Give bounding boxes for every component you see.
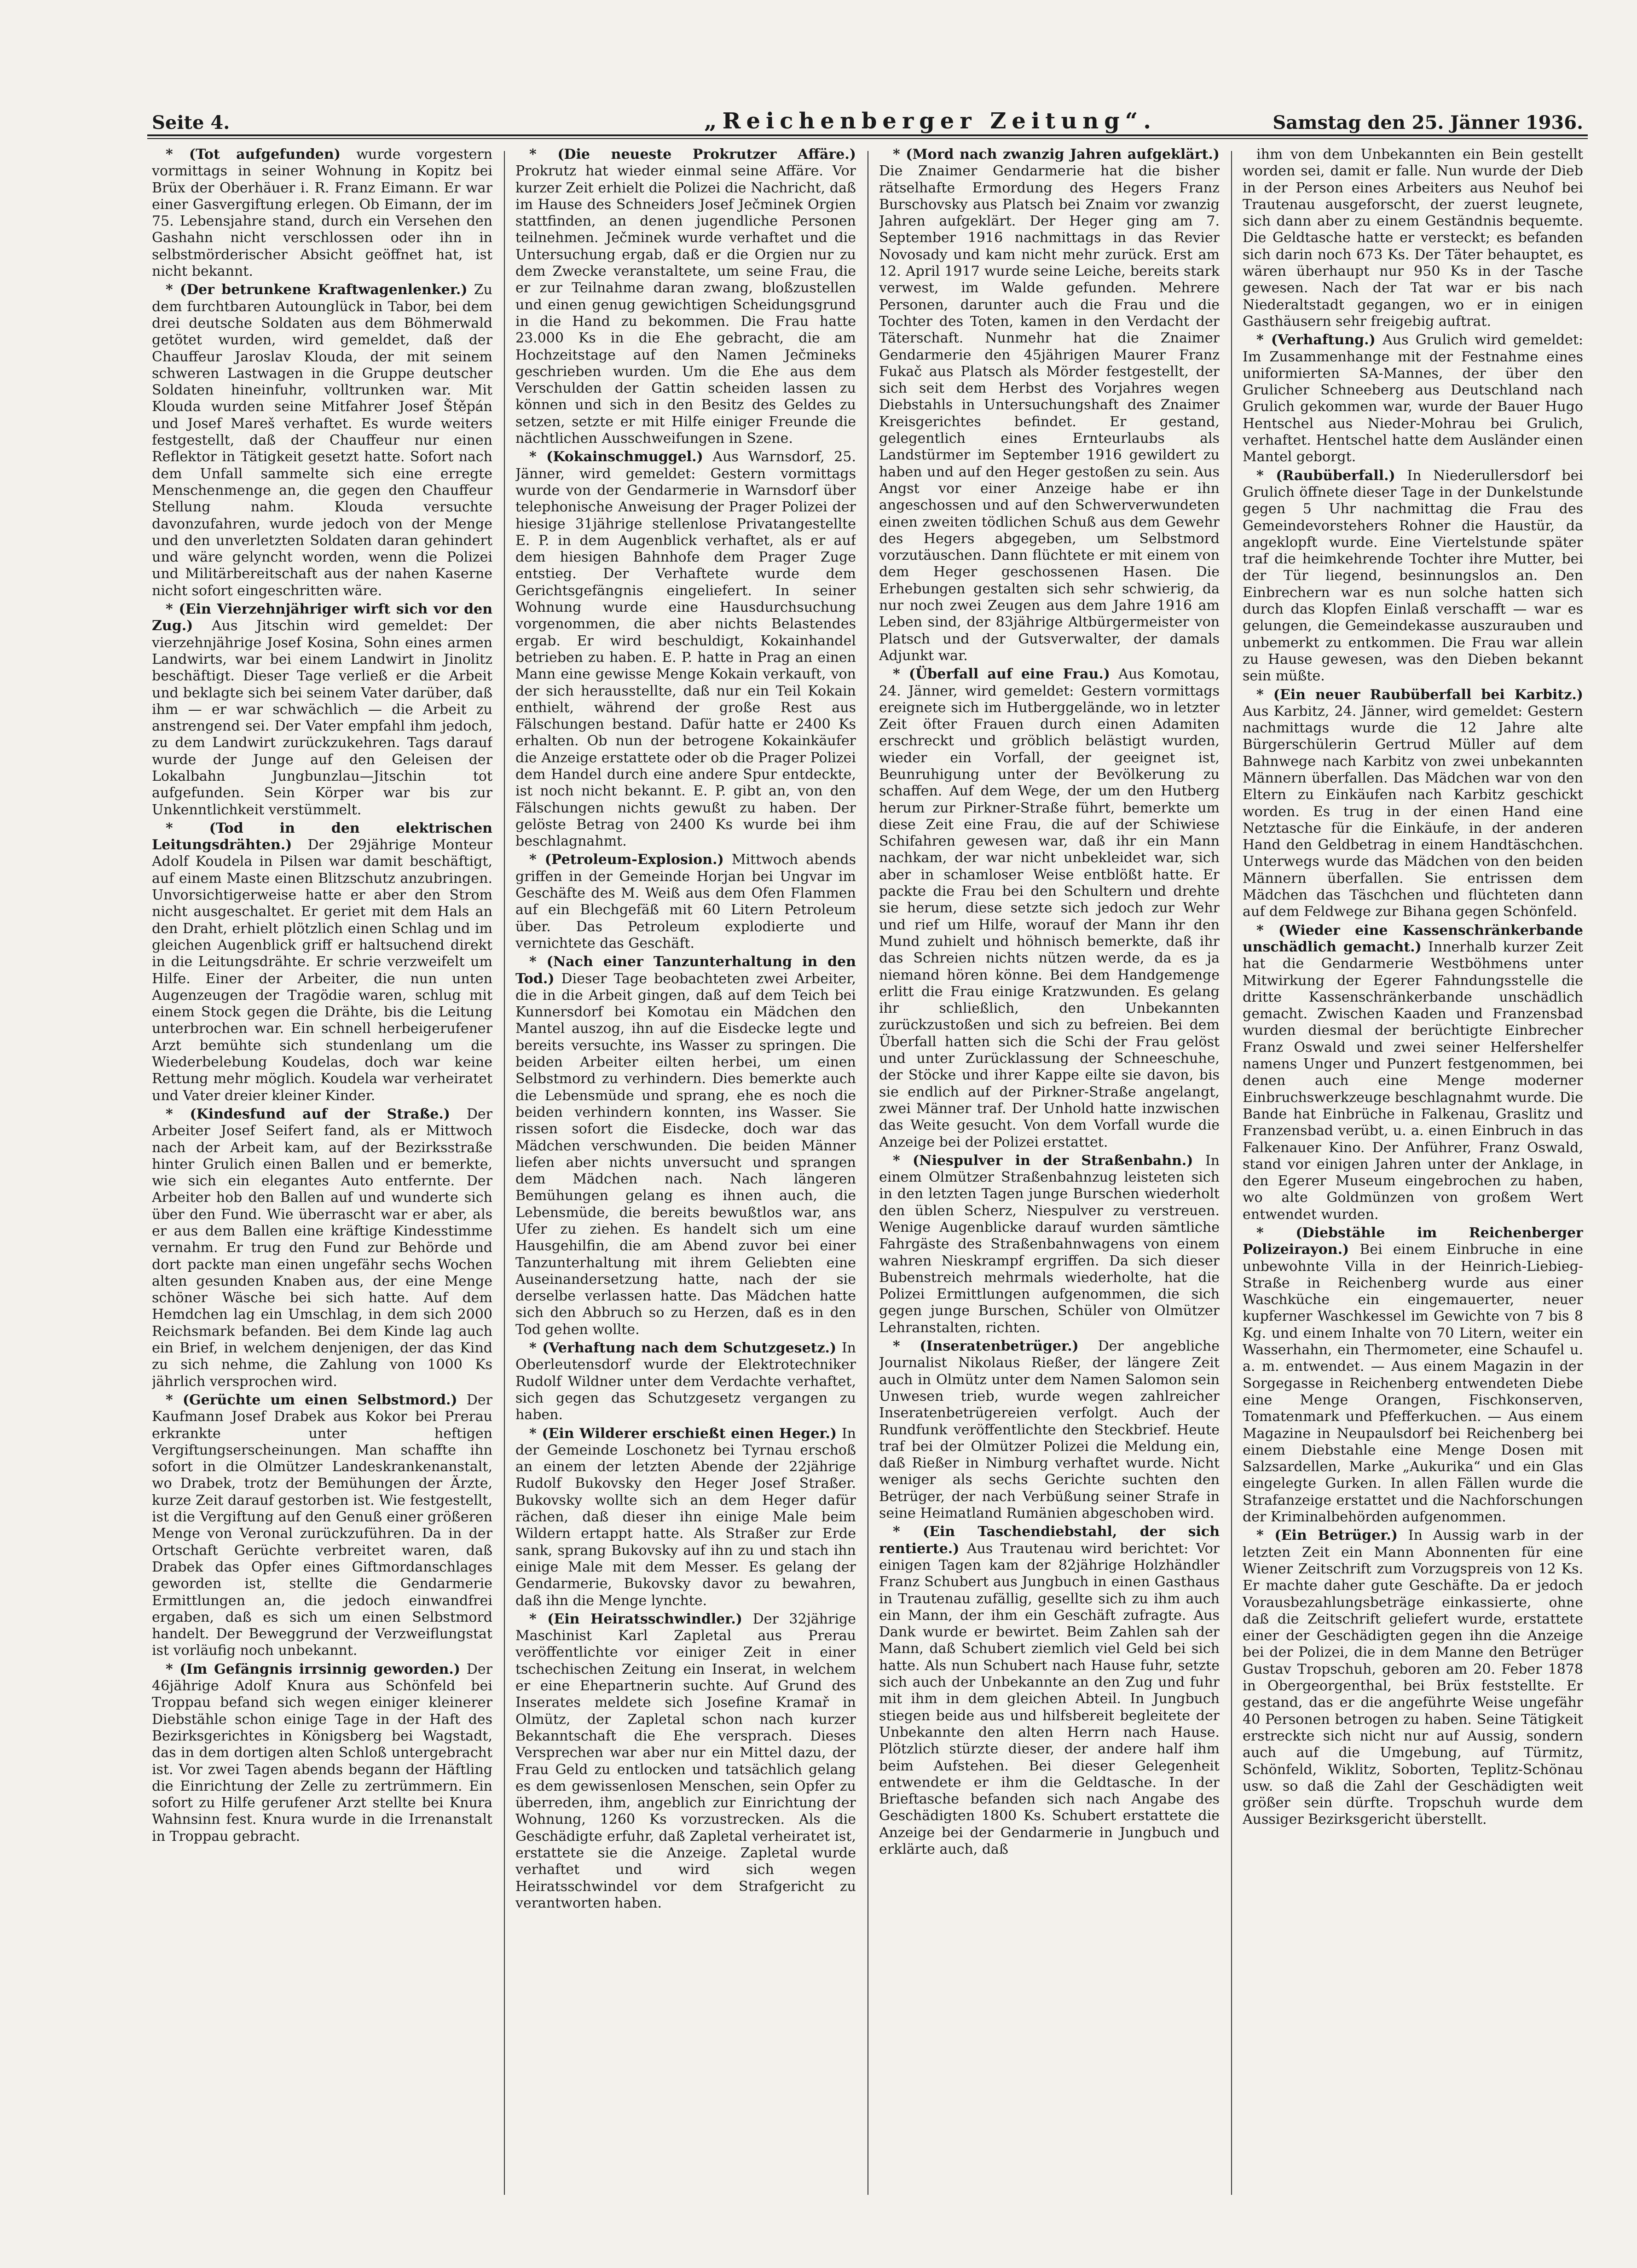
article-headline: * (Mord nach zwanzig Jahren aufgeklärt.) [893,146,1220,162]
header-rule [147,134,1588,136]
news-article [515,954,856,1338]
news-article [515,449,856,850]
article-headline: * (Ein Heiratsschwindler.) [529,1611,742,1627]
article-body: Der 29jährige Monteur Adolf Koudela in Pilsen war damit beschäftigt, auf einem Maste einen Blitzschutz anzubringen. Unvorsichtigerweise hatte er aber den Strom nicht ausgeschaltet. Er geriet mit dem Hals an den Draht, erhielt plötzlich einen Schlag und im gleichen Augenblick griff er haltsuchend direkt in die Leitungsdrähte. Er schrie verzweifelt um Hilfe. Einer der Arbeiter, die nun unten Augenzeugen der Tragödie waren, schlug mit einem Stock gegen die Drähte, bis die Leitung unterbrochen war. Ein schnell herbeigerufener Arzt bemühte sich stundenlang um die Wiederbelebung Koudelas, doch war keine Rettung mehr möglich. Koudela war verheiratet und Vater dreier kleiner Kinder. [152,837,492,1104]
article-body: In der Gemeinde Loschonetz bei Tyrnau erschoß an einem der letzten Abende der 22jährige Rudolf Bukovsky den Heger Josef Straßer. Bukovsky wollte sich an dem Heger dafür rächen, daß dieser ihn einige Male beim Wildern ertappt hatte. Als Straßer zur Erde sank, sprang Bukovsky auf ihn zu und stach ihn einige Male mit dem Messer. Es gelang der Gendarmerie, Bukovsky davor zu bewahren, daß ihn die Menge lynchte. [515,1425,856,1609]
article-body: Mittwoch abends griffen in der Gemeinde Horjan bei Ungvar im Geschäfte des M. Weiß aus dem Ofen Flammen auf ein Blechgefäß mit 60 Litern Petroleum über. Das Petroleum explodierte und vernichtete das Geschäft. [515,852,856,951]
news-article [1243,468,1583,685]
article-headline: * (Inseratenbetrüger.) [893,1338,1079,1355]
issue-date: Samstag den 25. Jänner 1936. [1273,112,1583,133]
article-body: Die Znaimer Gendarmerie hat die bisher rätselhafte Ermordung des Hegers Franz Burschovsky aus Platsch bei Znaim vor zwanzig Jahren aufgeklärt. Der Heger ging am 7. September 1916 nachmittags in das Revier Novosady und kam nicht mehr zurück. Erst am 12. April 1917 wurde seine Leiche, bereits stark verwest, im Walde gefunden. Mehrere Personen, darunter auch die Frau und die Tochter des Toten, kamen in den Verdacht der Täterschaft. Nunmehr hat die Znaimer Gendarmerie den 45jährigen Maurer Franz Fukač aus Platsch als Mörder festgestellt, der sich seit dem Herbst des Vorjahres wegen Diebstahls in Untersuchungshaft des Znaimer Kreisgerichtes befindet. Er gestand, gelegentlich eines Ernteurlaubs als Landstürmer im September 1916 gewildert zu haben und auf den Heger gestoßen zu sein. Aus Angst vor einer Anzeige habe er ihn angeschossen und auf den Schwerverwundeten einen zweiten tödlichen Schuß aus dem Gewehr des Hegers abgegeben, um Selbstmord vorzutäuschen. Dann flüchtete er mit einem von dem Heger geschossenen Hasen. Die Erhebungen gestalten sich sehr schwierig, da nur noch zwei Zeugen aus dem Jahre 1916 am Leben sind, der 83jährige Altbürgermeister von Platsch und der Gutsverwalter, der damals Adjunkt war. [879,163,1220,664]
news-article [515,146,856,447]
news-article [515,1426,856,1609]
article-headline: * (Kindesfund auf der Straße.) [166,1106,450,1122]
article-body: Aus Grulich wird gemeldet: Im Zusammenhange mit der Festnahme eines uniformierten SA-Mannes, der über den Grulicher Schneeberg aus Deutschland nach Grulich gekommen war, wurde der Bauer Hugo Hentschel aus Nieder-Mohrau bei Grulich, verhaftet. Hentschel hatte dem Ausländer einen Mantel geborgt. [1243,332,1583,465]
article-body: Aus Karbitz, 24. Jänner, wird gemeldet: Gestern nachmittags wurde die 12 Jahre alte Bürgerschülerin Gertrud Müller auf dem Bahnwege nach Karbitz von zwei unbekannten Männern überfallen. Das Mädchen war von den Eltern zu Einkäufen nach Karbitz geschickt worden. Es trug in der einen Hand eine Netztasche für die Einkäufe, in der anderen Hand den Geldbetrag in einem Handtäschchen. Unterwegs wurde das Mädchen von den beiden Männern überfallen. Sie entrissen dem Mädchen das Täschchen und flüchteten dann auf dem Feldwege zur Bihana gegen Schönfeld. [1243,703,1583,920]
article-body: Der angebliche Journalist Nikolaus Rießer, der längere Zeit auch in Olmütz unter dem Namen Salomon sein Unwesen trieb, wurde wegen zahlreicher Inseratenbetrügereien verfolgt. Auch der Rundfunk veröffentlichte den Steckbrief. Heute traf bei der Olmützer Polizei die Meldung ein, daß Rießer in Nimburg verhaftet wurde. Nicht weniger als sechs Gerichte suchten den Betrüger, der nach Verbüßung seiner Strafe in seine Heimatland Rumänien abgeschoben wird. [879,1338,1220,1522]
article-body: Der Arbeiter Josef Seifert fand, als er Mittwoch nach der Arbeit kam, auf der Bezirksstraße hinter Grulich einen Ballen und er bemerkte, wie sich ein elegantes Auto entfernte. Der Arbeiter hob den Ballen auf und wunderte sich über den Fund. Wie überrascht war er aber, als er aus dem Ballen eine kräftige Kindesstimme vernahm. Er trug den Fund zur Behörde und dort packte man einen ungefähr sechs Wochen alten gesunden Knaben aus, der eine Menge schöner Wäsche bei sich hatte. Auf dem Hemdchen lag ein Umschlag, in dem sich 2000 Reichsmark befanden. Bei dem Kinde lag auch ein Brief, in welchem denjenigen, der das Kind zu sich nehme, die Zahlung von 1000 Ks jährlich versprochen wird. [152,1106,492,1390]
article-body: Der Kaufmann Josef Drabek aus Kokor bei Prerau erkrankte unter heftigen Vergiftungserscheinungen. Man schaffte ihn sofort in die Olmützer Landeskrankenanstalt, wo Drabek, trotz der Bemühungen der Ärzte, kurze Zeit darauf gestorben ist. Wie festgestellt, ist die Vergiftung auf den Genuß einer größeren Menge von Veronal zurückzuführen. Da in der Ortschaft Gerüchte verbreitet waren, daß Drabek das Opfer eines Giftmordanschlages geworden ist, stellte die Gendarmerie Ermittlungen an, die jedoch einwandfrei ergaben, daß es sich um einen Selbstmord handelt. Der Beweggrund der Verzweiflungstat ist vorläufig noch unbekannt. [152,1392,492,1659]
article-body: Bei einem Einbruche in eine unbewohnte Villa in der Heinrich-Liebieg-Straße in Reichenberg wurde aus einer Waschküche ein eingemauerter, neuer kupferner Waschkessel im Gewichte von 7 bis 8 Kg. und einem Inhalte von 70 Litern, weiter ein Wasserhahn, ein Thermometer, eine Schaufel u. a. m. entwendet. — Aus einem Magazin in der Sorgegasse in Reichenberg entwendeten Diebe eine Menge Orangen, Fischkonserven, Tomatenmark und Pfefferkuchen. — Aus einem Magazine in Neupaulsdorf bei Reichenberg bei einem Diebstahle eine Menge Dosen mit Salzsardellen, Marke „Aukurika“ und ein Glas eingelegte Gurken. In allen Fällen wurde die Strafanzeige erstattet und die Nachforschungen der Kriminalbehörden aufgenommen. [1243,1241,1583,1526]
article-headline: * (Im Gefängnis irrsinnig geworden.) [166,1661,461,1677]
article-body: In einem Olmützer Straßenbahnzug leisteten sich in den letzten Tagen junge Burschen wiederholt den üblen Scherz, Niespulver zu verstreuen. Wenige Augenblicke darauf wurden sämtliche Fahrgäste des Straßenbahnwagens von einem wahren Nieskrampf ergriffen. Da sich dieser Bubenstreich mehrmals wiederholte, hat die Polizei Ermittlungen aufgenommen, die sich gegen junge Burschen, Schüler von Olmützer Lehranstalten, richten. [879,1152,1220,1336]
article-headline: * (Die neueste Prokrutzer Affäre.) [529,146,856,162]
article-headline: * (Tod in den elektrischen Leitungsdrähten.) [152,820,492,853]
news-article [1243,1225,1583,1526]
article-headline: * (Ein Taschendiebstahl, der sich rentierte.) [879,1524,1220,1557]
article-headline: * (Der betrunkene Kraftwagenlenker.) [166,282,468,298]
column-1 [152,146,492,2199]
news-article [879,1338,1220,1522]
article-headline: * (Petroleum-Explosion.) [529,852,724,868]
article-body: Aus Jitschin wird gemeldet: Der vierzehnjährige Josef Kosina, Sohn eines armen Landwirts, war bei einem Landwirt in Jinolitz beschäftigt. Dieser Tage verließ er die Arbeit und beklagte sich bei seinem Vater darüber, daß ihm — er war schwächlich — die Arbeit zu anstrengend sei. Der Vater empfahl ihm jedoch, zu dem Landwirt zurückzukehren. Tags darauf wurde der Junge auf den Geleisen der Lokalbahn Jungbunzlau—Jitschin tot aufgefunden. Sein Körper war bis zur Unkenntlichkeit verstümmelt. [152,618,492,818]
article-headline: * (Wieder eine Kassenschränkerbande unschädlich gemacht.) [1243,922,1583,955]
article-headline: * (Ein neuer Raubüberfall bei Karbitz.) [1256,686,1583,703]
article-headline: * (Verhaftung.) [1256,332,1376,348]
article-body: Aus Warnsdorf, 25. Jänner, wird gemeldet: Gestern vormittags wurde von der Gendarmerie in Warnsdorf über telephonische Anweisung der Prager Polizei der hiesige 31jährige stellenlose Privatangestellte E. P. in dem Augenblick verhaftet, als er auf dem hiesigen Bahnhofe dem Prager Zuge entstieg. Der Verhaftete wurde dem Gerichtsgefängnis eingeliefert. In seiner Wohnung wurde eine Hausdurchsuchung vorgenommen, die aber nichts Belastendes ergab. Er wird beschuldigt, Kokainhandel betrieben zu haben. E. P. hatte in Prag an einen Mann eine gewisse Menge Kokain verkauft, von der sich herausstellte, daß nur ein Teil Kokain enthielt, während der große Rest aus Fälschungen bestand. Dafür hatte er 2400 Ks erhalten. Ob nun der betrogene Kokainkäufer die Anzeige erstattete oder ob die Prager Polizei dem Handel durch eine andere Spur entdeckte, ist noch nicht bekannt. E. P. gibt an, von den Fälschungen nichts gewußt zu haben. Der gelöste Betrag von 2400 Ks wurde bei ihm beschlagnahmt. [515,449,856,850]
article-headline: * (Verhaftung nach dem Schutzgesetz.) [529,1340,837,1357]
news-article [152,601,492,818]
news-article [152,1392,492,1659]
article-columns [152,146,1588,2199]
column-4 [1243,146,1583,2199]
article-body: Der 32jährige Maschinist Karl Zapletal aus Prerau veröffentlichte vor einiger Zeit in einer tschechischen Zeitung ein Inserat, in welchem er eine Ehepartnerin suchte. Auf Grund des Inserates meldete sich Josefine Kramař in Olmütz, der Zapletal schon nach kurzer Bekanntschaft die Ehe versprach. Dieses Versprechen war aber nur ein Mittel dazu, der Frau Geld zu entlocken und tatsächlich gelang es dem gewissenlosen Menschen, sein Opfer zu überreden, ihm, angeblich zur Einrichtung der Wohnung, 1260 Ks vorzustrecken. Als die Geschädigte erfuhr, daß Zapletal verheiratet ist, erstattete sie die Anzeige. Zapletal wurde verhaftet und wird sich wegen Heiratsschwindel vor dem Strafgericht zu verantworten haben. [515,1611,856,1911]
header-rule-thin [147,138,1588,139]
article-body: Dieser Tage beobachteten zwei Arbeiter, die in die Arbeit gingen, daß auf dem Teich bei Kunnersdorf bei Komotau ein Mädchen den Mantel auszog, ihn auf die Eisdecke legte und bereits versuchte, ins Wasser zu springen. Die beiden Arbeiter eilten herbei, um einen Selbstmord zu verhindern. Dies bemerkte auch die Lebensmüde und sprang, ehe es noch die beiden verhindern konnten, ins Wasser. Sie rissen sofort die Eisdecke, doch war das Mädchen verschwunden. Die beiden Männer liefen aber nichts unversucht und sprangen dem Mädchen nach. Nach längeren Bemühungen gelang es ihnen auch, die Lebensmüde, die bereits bewußtlos war, ans Ufer zu ziehen. Es handelt sich um eine Hausgehilfin, die am Abend zuvor bei einer Tanzunterhaltung mit ihrem Geliebten eine Auseinandersetzung hatte, nach der sie derselbe verlassen hatte. Das Mädchen hatte sich den Abbruch so zu Herzen, daß es in den Tod gehen wollte. [515,970,856,1338]
article-body: ihm von dem Unbekannten ein Bein gestellt worden sei, damit er falle. Nun wurde der Dieb in der Person eines Arbeiters aus Neuhof bei Trautenau ausgeforscht, der zuerst leugnete, sich dann aber zu einem Geständnis bequemte. Die Geldtasche hatte er versteckt; es befanden sich darin noch 673 Ks. Der Täter behauptet, es wären überhaupt nur 950 Ks in der Tasche gewesen. Nach der Tat war er bis nach Niederaltstadt gegangen, wo er in einigen Gasthäusern sehr freigebig auftrat. [1243,146,1583,330]
news-article [152,1106,492,1390]
news-article [1243,922,1583,1223]
news-article [1243,687,1583,921]
article-headline: * (Ein Wilderer erschießt einen Heger.) [529,1425,837,1442]
column-3 [879,146,1220,2199]
article-headline: * (Tot aufgefunden) [166,146,341,162]
page-number: Seite 4. [152,112,230,133]
news-article [152,282,492,599]
article-headline: * (Ein Betrüger.) [1256,1527,1398,1544]
news-article [1243,332,1583,465]
article-body: Innerhalb kurzer Zeit hat die Gendarmerie Westböhmens unter Mitwirkung der Egerer Fahndungsstelle die dritte Kassenschränkerbande unschädlich gemacht. Zwischen Kaaden und Franzensbad wurden diesmal der berüchtigte Einbrecher Franz Oswald und zwei seiner Helfershelfer namens Unger und Punzert festgenommen, bei denen auch eine Menge moderner Einbruchswerkzeuge beschlagnahmt wurde. Die Bande hat Einbrüche in Falkenau, Graslitz und Franzensbad verübt, u. a. einen Einbruch in das Falkenauer Kino. Der Anführer, Franz Oswald, stand vor einigen Jahren unter der Anklage, in den Egerer Museum eingebrochen zu haben, wo alte Goldmünzen von großem Wert entwendet wurden. [1243,939,1583,1223]
news-article [879,1524,1220,1858]
news-article [152,146,492,280]
article-headline: * (Gerüchte um einen Selbstmord.) [166,1392,457,1408]
article-headline: * (Raubüberfall.) [1256,467,1395,484]
article-headline: * (Niespulver in der Straßenbahn.) [893,1152,1193,1169]
news-article [152,1661,492,1845]
article-body: Der 46jährige Adolf Knura aus Schönfeld bei Troppau befand sich wegen einiger kleinerer Diebstähle schon einige Tage in der Haft des Bezirksgerichtes in Königsberg bei Wagstadt, das in dem dortigen alten Schloß untergebracht ist. Vor zwei Tagen abends begann der Häftling die Einrichtung der Zelle zu zertrümmern. Ein sofort zu Hilfe gerufener Arzt stellte bei Knura Wahnsinn fest. Knura wurde in die Irrenanstalt in Troppau gebracht. [152,1661,492,1845]
article-body: wurde vorgestern vormittags in seiner Wohnung in Kopitz bei Brüx der Oberhäuer i. R. Franz Eimann. Er war einer Gasvergiftung erlegen. Ob Eimann, der im 75. Lebensjahre stand, durch ein Versehen den Gashahn nicht verschlossen oder ihn in selbstmörderischer Absicht geöffnet hat, ist nicht bekannt. [152,146,492,280]
article-body: Zu dem furchtbaren Autounglück in Tabor, bei dem drei deutsche Soldaten aus dem Böhmerwald getötet wurden, wird gemeldet, daß der Chauffeur Jaroslav Klouda, der mit seinem schweren Lastwagen in die Gruppe deutscher Soldaten hineinfuhr, volltrunken war. Mit Klouda wurden seine Mitfahrer Josef Štěpán und Josef Mareš verhaftet. Es wurde weiters festgestellt, daß der Chauffeur nur einen Reflektor in Tätigkeit gesetzt hatte. Sofort nach dem Unfall sammelte sich eine erregte Menschenmenge an, die gegen den Chauffeur Stellung nahm. Klouda versuchte davonzufahren, wurde jedoch von der Menge und den unverletzten Soldaten daran gehindert und wäre gelyncht worden, wenn die Polizei und Militärbereitschaft aus der nahen Kaserne nicht sofort eingeschritten wäre. [152,282,492,599]
column-2 [515,146,856,2199]
article-headline: * (Überfall auf eine Frau.) [893,666,1110,683]
article-body: In Niederullersdorf bei Grulich öffnete dieser Tage in der Dunkelstunde gegen 5 Uhr nachmittag die Frau des Gemeindevorstehers Rohner die Haustür, da angeklopft wurde. Eine Viertelstunde später traf die heimkehrende Tochter ihre Mutter, bei der Tür liegend, besinnungslos an. Den Einbrechern war es nun solche hatten sich durch das Klopfen Einlaß verschafft — war es gelungen, die Gemeindekasse auszurauben und unbemerkt zu entkommen. Die Frau war allein zu Hause gewesen, was den Dieben bekannt sein müßte. [1243,467,1583,684]
article-headline: * (Kokainschmuggel.) [529,449,703,465]
article-body: In Aussig warb in der letzten Zeit ein Mann Abonnenten für eine Wiener Zeitschrift zum Vorzugspreis von 12 Ks. Er machte daher gute Geschäfte. Da er jedoch Vorausbezahlungsbeträge einkassierte, ohne daß die Zeitschrift geliefert wurde, erstattete einer der Geschädigten gegen ihn die Anzeige bei der Polizei, die in dem Manne den Betrüger Gustav Tropschuh, geboren am 20. Feber 1878 in Obergeorgenthal, bei Brüx feststellte. Er gestand, das er die angeführte Weise ungefähr 40 Personen betrogen zu haben. Seine Tätigkeit erstreckte sich nicht nur auf Aussig, sondern auch auf die Umgebung, auf Türmitz, Schönfeld, Wiklitz, Soborten, Teplitz-Schönau usw. so daß die Zahl der Geschädigten weit größer sein dürfte. Tropschuh wurde dem Aussiger Bezirksgericht überstellt. [1243,1527,1583,1828]
news-article [515,1611,856,1912]
article-headline: * (Diebstähle im Reichenberger Polizeirayon.) [1243,1225,1583,1258]
article-headline: * (Ein Vierzehnjähriger wirft sich vor den Zug.) [152,601,492,634]
news-article [515,1340,856,1423]
column-divider [1231,151,1232,2195]
news-article [879,146,1220,664]
news-article [152,820,492,1104]
article-headline: * (Nach einer Tanzunterhaltung in den Tod.) [515,954,856,987]
article-body: In Oberleutensdorf wurde der Elektrotechniker Rudolf Wildner unter dem Verdachte verhaftet, sich gegen das Schutzgesetz vergangen zu haben. [515,1340,856,1423]
article-body: Prokrutz hat wieder einmal seine Affäre. Vor kurzer Zeit erhielt die Polizei die Nachricht, daß im Hause des Schneiders Josef Ječminek Orgien stattfinden, an denen jugendliche Personen teilnehmen. Ječminek wurde verhaftet und die Untersuchung ergab, daß er die Orgien nur zu dem Zwecke veranstaltete, um seine Frau, die er zur Teilnahme daran zwang, bloßzustellen und einen genug gewichtigen Scheidungsgrund in die Hand zu bekommen. Die Frau hatte 23.000 Ks in die Ehe gebracht, die am Hochzeitstage auf den Namen Ječmineks geschrieben wurden. Um die Ehe aus dem Verschulden der Gattin scheiden lassen zu können und sich in den Besitz des Geldes zu setzen, setzte er mit Hilfe einiger Freunde die nächtlichen Ausschweifungen in Szene. [515,163,856,447]
article-body: Aus Komotau, 24. Jänner, wird gemeldet: Gestern vormittags ereignete sich im Hutberggelände, wo in letzter Zeit öfter Frauen durch einen Adamiten erschreckt und gröblich belästigt wurden, wieder ein Vorfall, der geeignet ist, Beunruhigung unter der Bevölkerung zu schaffen. Auf dem Wege, der um den Hutberg herum zur Pirkner-Straße führt, bemerkte um diese Zeit eine Frau, die auf der Schiwiese Schifahren gewesen war, daß ihr ein Mann nachkam, der war nicht unbekleidet war, sich aber in schamloser Weise entblößt hatte. Er packte die Frau bei den Schultern und drehte sie herum, diese setzte sich jedoch zur Wehr und rief um Hilfe, worauf der Mann ihr den Mund zuhielt und höhnisch bemerkte, daß ihr das Schreien nichts nützen werde, da es ja niemand hören könne. Bei dem Handgemenge erlitt die Frau einige Kratzwunden. Es gelang ihr schließlich, den Unbekannten zurückzustoßen und sich zu befreien. Bei dem Überfall hatten sich die Schi der Frau gelöst und unter Zurücklassung der Schneeschuhe, der Stöcke und ihrer Kappe eilte sie davon, bis sie endlich auf der Pirkner-Straße angelangt, zwei Männer traf. Der Unhold hatte inzwischen das Weite gesucht. Von dem Vorfall wurde die Anzeige bei der Polizei erstattet. [879,666,1220,1150]
article-body: Aus Trautenau wird berichtet: Vor einigen Tagen kam der 82jährige Holzhändler Franz Schubert aus Jungbuch in einen Gasthaus in Trautenau zufällig, gesellte sich zu ihm auch ein Mann, der ihm ein Geschäft zufragte. Aus Dank wurde er bewirtet. Beim Zahlen sah der Mann, daß Schubert ziemlich viel Geld bei sich hatte. Als nun Schubert nach Hause fuhr, setzte sich auch der Unbekannte an den Zug und fuhr mit ihm in dem gleichen Abteil. In Jungbuch stiegen beide aus und hilfsbereit begleitete der Unbekannte den alten Herrn nach Hause. Plötzlich stürzte dieser, der andere half ihm beim Aufstehen. Bei dieser Gelegenheit entwendete er ihm die Geldtasche. In der Brieftasche befanden sich nach Angabe des Geschädigten 1800 Ks. Schubert erstattete die Anzeige bei der Gendarmerie in Jungbuch und erklärte auch, daß [879,1540,1220,1857]
news-article [1243,1527,1583,1828]
news-article [515,852,856,952]
news-article [879,666,1220,1151]
news-article [1243,146,1583,330]
column-divider [504,151,505,2195]
news-article [879,1153,1220,1336]
newspaper-title: „Reichenberger Zeitung“. [704,108,1157,134]
